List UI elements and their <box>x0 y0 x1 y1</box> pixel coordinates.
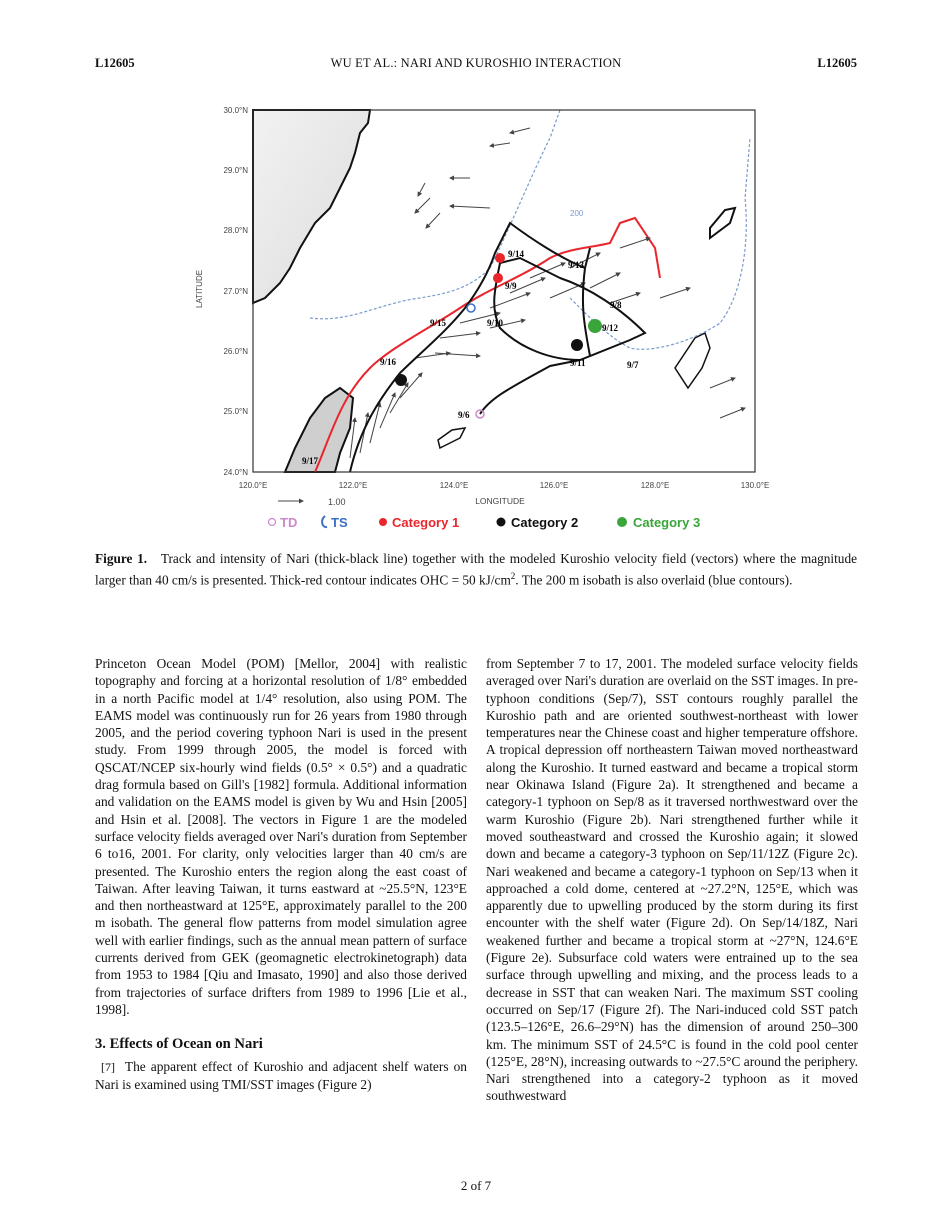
article-id-right: L12605 <box>817 56 857 70</box>
caption-text-end: . The 200 m isobath is also overlaid (blue contours). <box>515 571 793 587</box>
svg-text:9/11: 9/11 <box>570 358 586 368</box>
running-header <box>95 56 857 74</box>
ohc-contour <box>315 218 660 472</box>
caption-label: Figure 1. <box>95 551 148 566</box>
page-number: 2 of 7 <box>460 1178 492 1193</box>
isobath-label: 200 <box>570 209 584 218</box>
y-axis-label: LATITUDE <box>195 269 204 308</box>
svg-text:9/16: 9/16 <box>380 357 397 367</box>
paragraph-number: [7] <box>101 1059 115 1074</box>
svg-text:29.0°N: 29.0°N <box>223 166 248 175</box>
caption-superscript: 2 <box>510 570 516 581</box>
body-paragraph: from September 7 to 17, 2001. The modeled surface velocity fields averaged over Nari's duration are overlaid on the SST images. In pre-typhoon conditions (Sep/7), SST contours roughly parallel the Kuroshio path and are oriented southwest-northeast with lower temperatures near the Chinese coast and higher temperature offshore. A tropical depression off northeastern Taiwan moved northeastward along the Kuroshio. It turned eastward and became a tropical storm near Okinawa Island (Figure 2a). It strengthened and became a category-1 typhoon on Sep/8 as it traversed northwestward over the warm Kuroshio (Figure 2b). Nari strengthened further while it moved southeastward and crossed the Kuroshio again; it slowed down and became a category-3 typhoon on Sep/11/12Z (Figure 2c). Nari weakened and became a category-1 typhoon on Sep/13 when it approached a cold dome, centered at ~27.2°N, 125°E, which was apparently due to upwelling produced by the storm during its first encounter with the shelf water (Figure 2d). On Sep/14/18Z, Nari weakened further and became a tropical storm at ~27°N, 124.6°E (Figure 2e). Subsurface cold waters were entrained up to the sea surface through upwelling and mixing, and the process leads to a decrease in SST that can weaken Nari. The maximum SST cooling occurred on Sep/17 (Figure 2f). The Nari-induced cold SST patch (123.5–126°E, 26.6–29°N) has the dimension of around 250–300 km. The minimum SST of 24.5°C is found in the cold pool center (125°E, 28°N), increasing outwards to ~27.5°C around the periphery. Nari strengthened into a category-2 typhoon as it moved southwestward <box>486 656 858 1104</box>
right-column <box>486 655 858 1105</box>
svg-text:120.0°E: 120.0°E <box>238 481 268 490</box>
caption-text: Track and intensity of Nari (thick-black line) together with the modeled Kuroshio velocity field (vectors) where the magnitude larger than 40 cm/s is presented. Thick-red contour indicates OHC = 50 kJ/cm <box>95 551 857 587</box>
svg-text:TS: TS <box>331 515 348 530</box>
figure-caption <box>95 550 857 588</box>
svg-text:Category 3: Category 3 <box>633 515 701 530</box>
svg-text:27.0°N: 27.0°N <box>223 287 248 296</box>
svg-text:130.0°E: 130.0°E <box>740 481 770 490</box>
section-heading: 3. Effects of Ocean on Nari <box>95 1036 263 1053</box>
article-id-left: L12605 <box>95 56 135 70</box>
running-title: WU ET AL.: NARI AND KUROSHIO INTERACTION <box>330 56 622 70</box>
svg-text:9/6: 9/6 <box>458 410 470 420</box>
body-paragraph-7: [7] The apparent effect of Kuroshio and adjacent shelf waters on Nari is examined using TMI/SST images (Figure 2) <box>95 1058 467 1092</box>
x-axis-label: LONGITUDE <box>475 496 525 506</box>
svg-text:Category 2: Category 2 <box>511 515 579 530</box>
body-paragraph: Princeton Ocean Model (POM) [Mellor, 2004] with realistic topography and forcing at a horizontal resolution of 1/8° embedded in a north Pacific model at 1/4° resolution, also using POM. The EAMS model was continuously run for 26 years from 1980 through 2005, and the period covering typhoon Nari is used in the present study. From 1999 through 2005, the model is forced with QSCAT/NCEP six-hourly wind fields (0.5° × 0.5°) and a quadratic drag formula based on Gill's [1982] formula. Additional information and validation on the EAMS model is given by Wu and Hsin [2005] and Hsin et al. [2008]. The vectors in Figure 1 are the modeled surface velocity fields averaged over Nari's duration from September 6 to16, 2001. For clarity, only velocities larger than 40 cm/s are presented. The Kuroshio enters the region along the east coast of Taiwan. After leaving Taiwan, it turns eastward at ~25.5°N, 123°E and then northeastward at 125°E, approximately parallel to the 200 m isobath. The general flow patterns from model simulation agree well with earlier findings, such as the annual mean pattern of surface currents derived from GEK (geomagnetic electrokinetograph) data from 1953 to 1984 [Qiu and Imasato, 1990] and also those derived from trajectories of surface drifters from 1989 to 1996 [Lie et al., 1998]. <box>95 656 467 1017</box>
svg-text:TD: TD <box>280 515 298 530</box>
svg-text:122.0°E: 122.0°E <box>338 481 368 490</box>
left-column <box>95 655 467 1093</box>
svg-text:9/10: 9/10 <box>487 318 504 328</box>
svg-text:9/13: 9/13 <box>568 260 585 270</box>
svg-text:9/12: 9/12 <box>602 323 619 333</box>
svg-text:30.0°N: 30.0°N <box>223 106 248 115</box>
svg-text:26.0°N: 26.0°N <box>223 347 248 356</box>
figure-legend <box>269 515 701 530</box>
svg-text:25.0°N: 25.0°N <box>223 407 248 416</box>
svg-text:9/8: 9/8 <box>610 300 622 310</box>
svg-text:Category 1: Category 1 <box>392 515 460 530</box>
svg-text:9/14: 9/14 <box>508 249 525 259</box>
figure-1-map <box>190 98 770 538</box>
china-landmass <box>253 110 370 303</box>
svg-text:24.0°N: 24.0°N <box>223 468 248 477</box>
svg-text:126.0°E: 126.0°E <box>539 481 569 490</box>
svg-text:9/7: 9/7 <box>627 360 639 370</box>
svg-text:124.0°E: 124.0°E <box>439 481 469 490</box>
taiwan-landmass <box>285 388 353 472</box>
svg-text:9/9: 9/9 <box>505 281 517 291</box>
svg-text:9/17: 9/17 <box>302 456 319 466</box>
okinawa-island <box>675 333 710 388</box>
reference-vector-label: 1.00 <box>328 497 346 507</box>
svg-text:128.0°E: 128.0°E <box>640 481 670 490</box>
svg-text:9/15: 9/15 <box>430 318 447 328</box>
svg-text:28.0°N: 28.0°N <box>223 226 248 235</box>
